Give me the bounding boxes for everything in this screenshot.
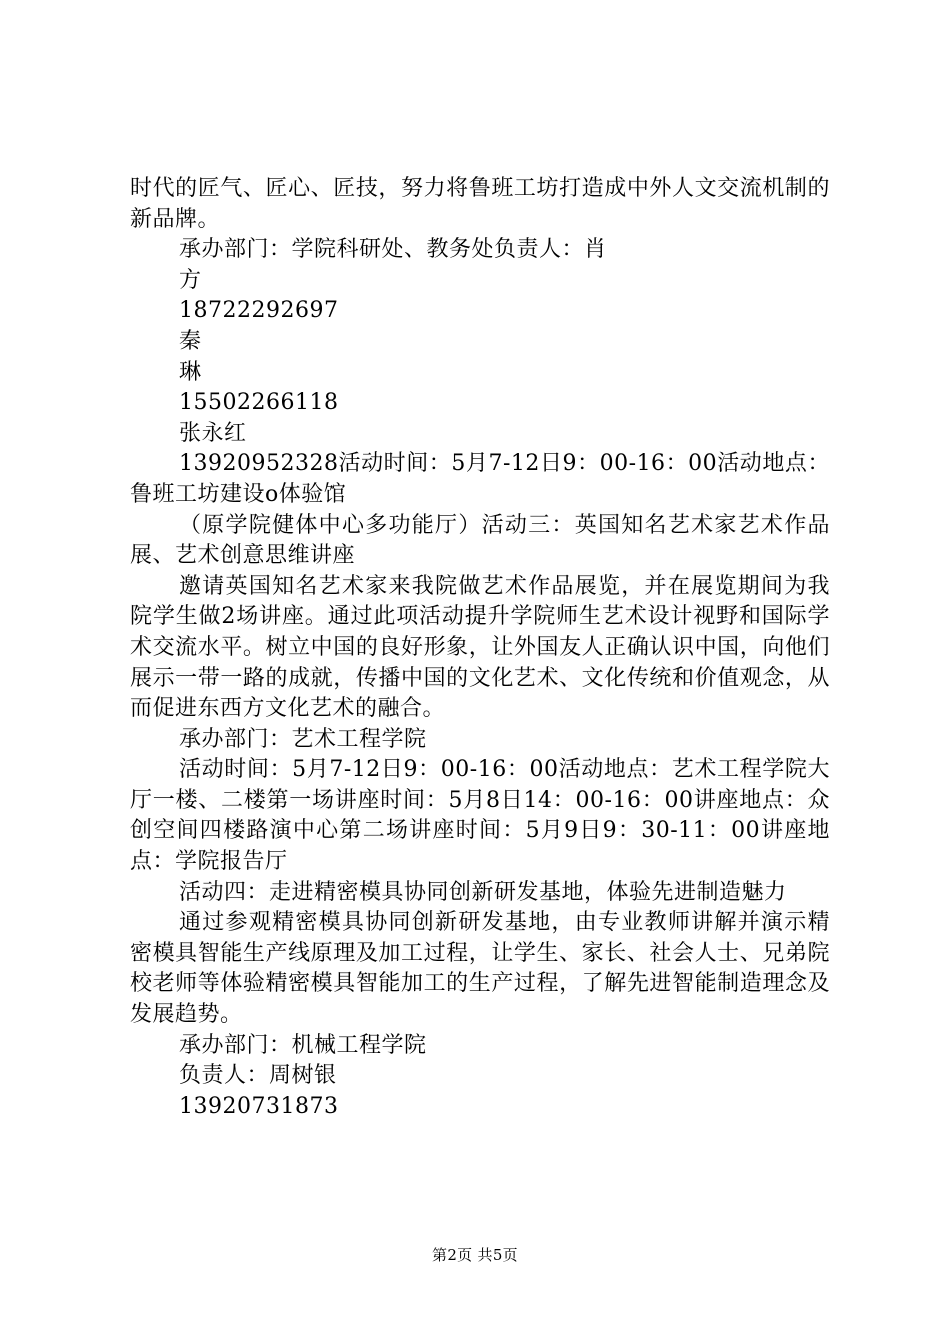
document-body <box>130 174 830 1122</box>
paragraph: 承办部门：机械工程学院 <box>179 1032 427 1058</box>
paragraph: 琳 <box>179 359 202 385</box>
paragraph: 15502266118 <box>179 390 339 416</box>
paragraph: 活动时间：5月7-12日9：00-16：00活动地点：艺术工程学院大厅一楼、二楼第一场讲座时间：5月8日14：00-16：00讲座地点：众创空间四楼路演中心第二场讲座时间：5月9日9：30-11：00讲座地点：学院报告厅 <box>130 757 830 875</box>
paragraph: 活动四：走进精密模具协同创新研发基地，体验先进制造魅力 <box>179 879 787 905</box>
paragraph: 通过参观精密模具协同创新研发基地，由专业教师讲解并演示精密模具智能生产线原理及加工过程，让学生、家长、社会人士、兄弟院校老师等体验精密模具智能加工的生产过程，了解先进智能制造理念及发展趋势。 <box>130 910 830 1028</box>
paragraph: 时代的匠气、匠心、匠技，努力将鲁班工坊打造成中外人文交流机制的新品牌。 <box>130 176 830 232</box>
paragraph: 秦 <box>179 328 202 354</box>
page-number-footer: 第2页 共5页 <box>432 1246 518 1264</box>
paragraph: 邀请英国知名艺术家来我院做艺术作品展览，并在展览期间为我院学生做2场讲座。通过此项活动提升学院师生艺术设计视野和国际学术交流水平。树立中国的良好形象，让外国友人正确认识中国，向他们展示一带一路的成就，传播中国的文化艺术、文化传统和价值观念，从而促进东西方文化艺术的融合。 <box>130 573 830 722</box>
paragraph: 张永红 <box>179 420 247 446</box>
paragraph: 方 <box>179 267 202 293</box>
paragraph: 18722292697 <box>179 298 339 324</box>
paragraph: （原学院健体中心多功能厅）活动三：英国知名艺术家艺术作品展、艺术创意思维讲座 <box>130 512 830 569</box>
paragraph: 负责人：周树银 <box>179 1063 337 1089</box>
paragraph: 13920952328活动时间：5月7-12日9：00-16：00活动地点：鲁班工坊建设o体验馆 <box>130 451 830 507</box>
paragraph: 13920731873 <box>179 1093 339 1119</box>
paragraph: 承办部门：学院科研处、教务处负责人：肖 <box>179 237 607 263</box>
paragraph: 承办部门：艺术工程学院 <box>179 726 427 752</box>
